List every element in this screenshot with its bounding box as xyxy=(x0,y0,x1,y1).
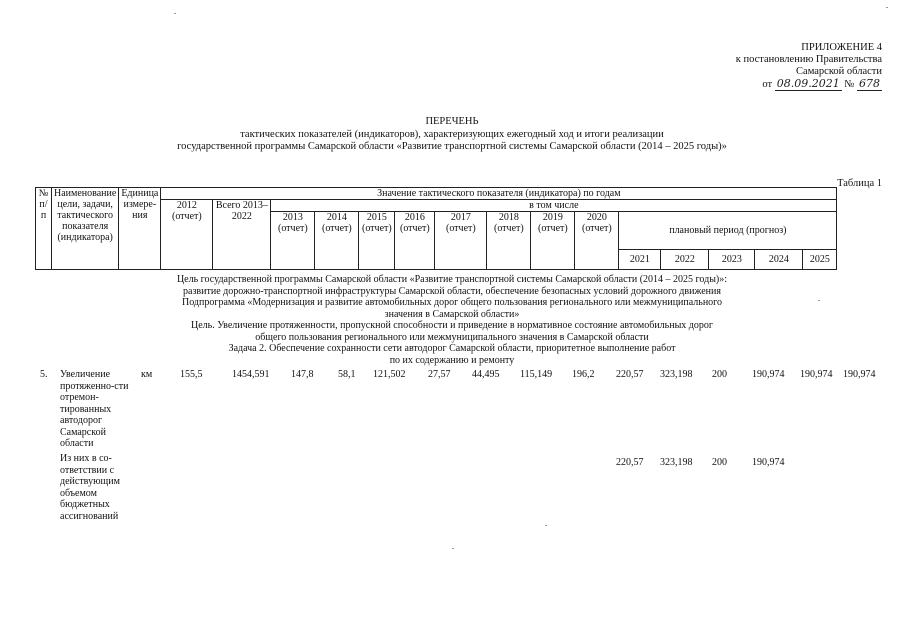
value-2021: 323,198 xyxy=(660,457,693,468)
table-label: Таблица 1 xyxy=(837,178,882,189)
handwritten-date: 08.09.2021 xyxy=(776,77,840,90)
value-2021: 323,198 xyxy=(660,369,693,380)
value-2023: 190,974 xyxy=(752,369,785,380)
goal-line-1: Цель государственной программы Самарской области «Развитие транспортной системы Самарской области (2014 – 2025 годы)»: xyxy=(176,274,728,285)
header-year-2014: 2014 (отчет) xyxy=(315,212,359,270)
title-line2: государственной программы Самарской области «Развитие транспортной системы Самарской области (2014 – 2025 годы)» xyxy=(177,141,727,152)
value-2022: 200 xyxy=(712,369,727,380)
scan-speck xyxy=(545,525,547,526)
objective-line-1: Цель. Увеличение протяженности, пропускной способности и приведение в нормативное состояние автомобильных дорог xyxy=(191,320,713,331)
document-title xyxy=(0,116,904,154)
value-2022: 200 xyxy=(712,457,727,468)
header-year-2020: 2020 (отчет) xyxy=(575,212,619,270)
header-year-2017: 2017 (отчет) xyxy=(435,212,487,270)
value-2013: 147,8 xyxy=(291,369,314,380)
appendix-line1: к постановлению Правительства xyxy=(735,54,882,65)
header-year-2016: 2016 (отчет) xyxy=(395,212,435,270)
header-year-2018: 2018 (отчет) xyxy=(487,212,531,270)
value-2019: 196,2 xyxy=(572,369,595,380)
header-plan-2021: 2021 xyxy=(619,250,661,270)
scan-speck xyxy=(818,300,820,301)
header-2012: 2012 (отчет) xyxy=(161,200,213,270)
scan-speck xyxy=(452,548,454,549)
scan-speck xyxy=(174,13,176,14)
value-2016: 27,57 xyxy=(428,369,451,380)
header-unit: Единица измере-ния xyxy=(119,188,161,270)
date-prefix: от xyxy=(762,79,773,90)
title-line1: тактических показателей (индикаторов), характеризующих ежегодный ход и итоги реализации xyxy=(240,128,664,140)
value-2017: 44,495 xyxy=(472,369,500,380)
objective-line-2: общего пользования регионального или межмуниципального значения в Самарской области xyxy=(255,331,649,343)
header-plan-2022: 2022 xyxy=(661,250,709,270)
header-year-2019: 2019 (отчет) xyxy=(531,212,575,270)
handwritten-number: 678 xyxy=(859,77,880,90)
header-total: Всего 2013–2022 xyxy=(213,200,271,270)
goals-block xyxy=(0,274,904,366)
header-name: Наименование цели, задачи, тактического показателя (индикатора) xyxy=(52,188,119,270)
appendix-block xyxy=(682,42,882,91)
value-2020: 220,57 xyxy=(616,369,644,380)
title-heading: ПЕРЕЧЕНЬ xyxy=(425,116,479,127)
number-prefix: № xyxy=(844,79,855,90)
appendix-line2: Самарской области xyxy=(796,66,882,77)
row-name: Из них в со-ответствии с действующим объемом бюджетных ассигнований xyxy=(60,453,120,522)
row-name: Увеличение протяженно-сти отремон-тированных автодорог Самарской области xyxy=(60,369,129,449)
header-plan-2024: 2024 xyxy=(755,250,803,270)
header-incl: в том числе xyxy=(271,200,837,212)
subprogram-line-1: Подпрограмма «Модернизация и развитие автомобильных дорог общего пользования регионального или межмуниципального xyxy=(181,297,723,308)
header-plan-2025: 2025 xyxy=(803,250,837,270)
value-2018: 115,149 xyxy=(520,369,553,380)
task-line-1: Задача 2. Обеспечение сохранности сети автодорог Самарской области, приоритетное выполнение работ xyxy=(228,343,676,354)
value-2024: 190,974 xyxy=(800,369,833,380)
value-2014: 58,1 xyxy=(338,369,356,380)
task-line-2: по их содержанию и ремонту xyxy=(389,354,515,366)
value-2020: 220,57 xyxy=(616,457,644,468)
value-2012: 155,5 xyxy=(180,369,203,380)
value-2015: 121,502 xyxy=(373,369,406,380)
value-2025: 190,974 xyxy=(843,369,876,380)
header-plan: плановый период (прогноз) xyxy=(619,212,837,250)
appendix-title: ПРИЛОЖЕНИЕ 4 xyxy=(801,42,882,53)
row-unit: км xyxy=(141,369,153,380)
header-num: № п/п xyxy=(36,188,52,270)
appendix-date-line xyxy=(682,78,882,91)
header-year-2013: 2013 (отчет) xyxy=(271,212,315,270)
row-num: 5. xyxy=(40,369,48,380)
value-2023: 190,974 xyxy=(752,457,785,468)
header-plan-2023: 2023 xyxy=(709,250,755,270)
header-values-title: Значение тактического показателя (индикатора) по годам xyxy=(161,188,837,200)
scan-speck xyxy=(886,7,888,8)
goal-line-2: развитие дорожно-транспортной инфраструктуры Самарской области, обеспечение безопасных условий дорожного движения xyxy=(183,285,721,297)
subprogram-line-2: значения в Самарской области» xyxy=(384,308,520,320)
header-year-2015: 2015 (отчет) xyxy=(359,212,395,270)
value-total: 1454,591 xyxy=(232,369,270,380)
indicators-table-header xyxy=(35,187,837,270)
